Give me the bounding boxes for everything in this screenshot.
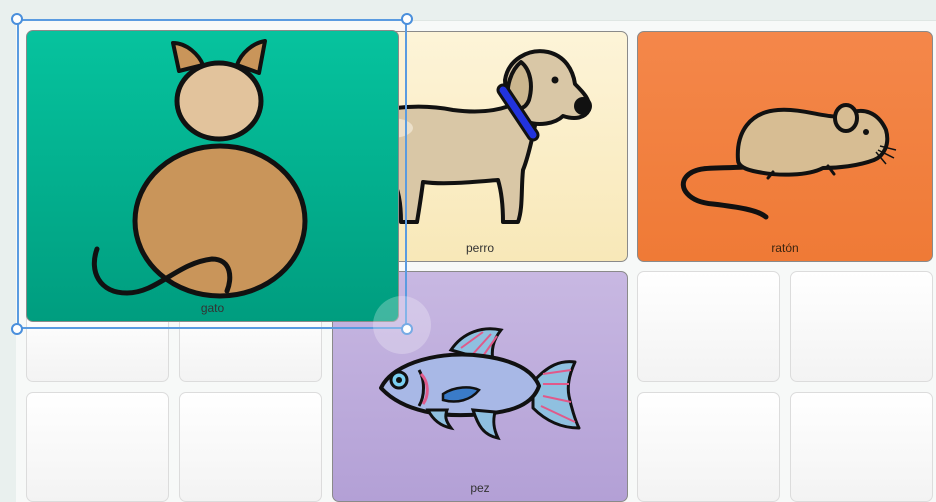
empty-cell[interactable]: [790, 271, 933, 382]
cat-icon: [27, 31, 399, 301]
empty-cell[interactable]: [637, 271, 780, 382]
tile-label: ratón: [771, 241, 799, 255]
empty-cell[interactable]: [637, 392, 780, 502]
tile-label: pez: [470, 481, 490, 495]
empty-cell[interactable]: [179, 392, 322, 502]
resize-handle-bottom-left[interactable]: [11, 323, 23, 335]
empty-cell[interactable]: [790, 392, 933, 502]
drag-cursor-indicator: [373, 296, 431, 354]
tile-label: gato: [200, 301, 225, 315]
mouse-icon: [638, 52, 928, 222]
tile-raton[interactable]: [637, 31, 933, 262]
communication-board: [16, 20, 936, 502]
resize-handle-top-right[interactable]: [401, 13, 413, 25]
resize-handle-top-left[interactable]: [11, 13, 23, 25]
tile-label: perro: [465, 241, 494, 255]
empty-cell[interactable]: [26, 392, 169, 502]
tile-gato[interactable]: [26, 30, 399, 322]
